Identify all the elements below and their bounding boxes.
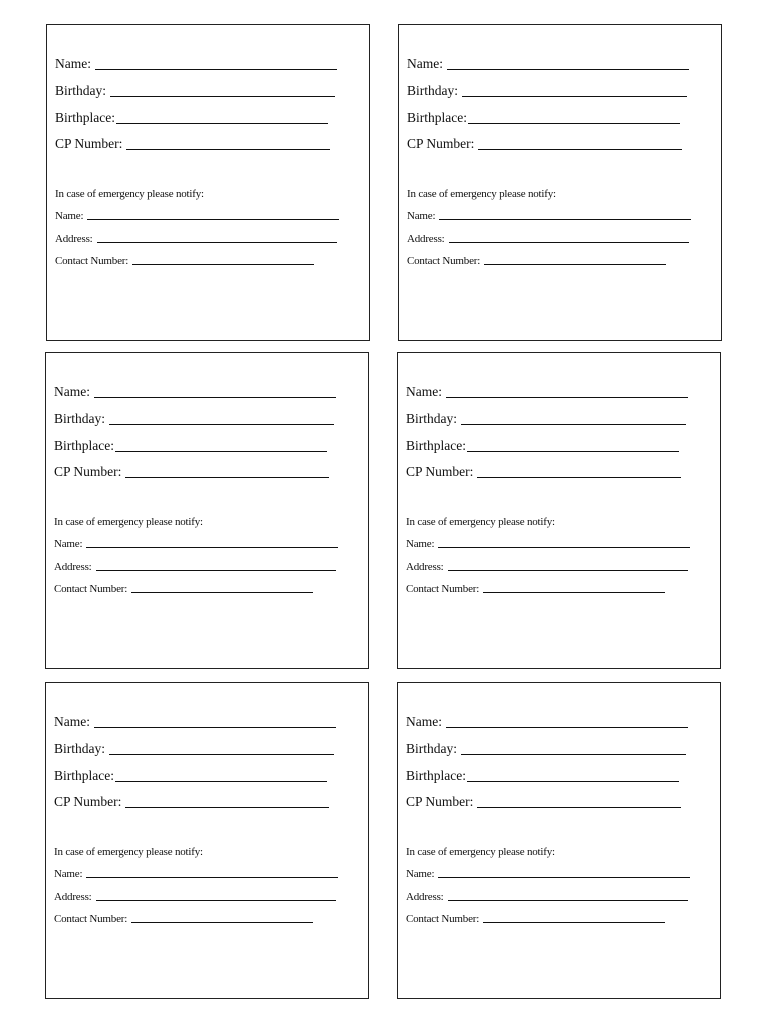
- cp-number-label: CP Number:: [407, 136, 475, 151]
- cp-number-label: CP Number:: [54, 794, 122, 809]
- emergency-name-label: Name:: [54, 538, 83, 550]
- emergency-name-label: Name:: [407, 210, 436, 222]
- birthday-blank-line[interactable]: [109, 423, 334, 425]
- birthplace-blank-line[interactable]: [467, 780, 679, 782]
- emergency-card-4: [397, 352, 721, 669]
- emergency-name-row: [54, 868, 338, 880]
- emergency-contact-row: [406, 913, 665, 925]
- emergency-card-1: [46, 24, 370, 341]
- emergency-contact-blank-line[interactable]: [131, 591, 313, 593]
- birthday-blank-line[interactable]: [110, 95, 335, 97]
- birthday-label: Birthday:: [406, 411, 457, 426]
- emergency-card-3: [45, 352, 369, 669]
- emergency-name-label: Name:: [406, 868, 435, 880]
- birthplace-blank-line[interactable]: [115, 450, 327, 452]
- emergency-address-label: Address:: [406, 561, 444, 573]
- birthday-blank-line[interactable]: [461, 753, 686, 755]
- emergency-heading-label: In case of emergency please notify:: [54, 846, 203, 858]
- cp-number-blank-line[interactable]: [477, 476, 681, 478]
- birthplace-label: Birthplace:: [54, 438, 114, 453]
- birthday-blank-line[interactable]: [462, 95, 687, 97]
- cp-number-blank-line[interactable]: [477, 806, 681, 808]
- birthplace-row: [406, 768, 679, 784]
- cp-number-row: [406, 794, 681, 810]
- cp-number-row: [54, 794, 329, 810]
- birthday-row: [54, 411, 334, 427]
- emergency-address-row: [54, 561, 336, 573]
- birthday-label: Birthday:: [55, 83, 106, 98]
- name-row: [54, 714, 336, 730]
- emergency-address-blank-line[interactable]: [449, 241, 689, 243]
- emergency-name-label: Name:: [406, 538, 435, 550]
- birthday-label: Birthday:: [54, 741, 105, 756]
- cp-number-row: [54, 464, 329, 480]
- emergency-address-row: [55, 233, 337, 245]
- birthday-row: [406, 411, 686, 427]
- name-label: Name:: [407, 56, 443, 71]
- birthday-blank-line[interactable]: [109, 753, 334, 755]
- cp-number-label: CP Number:: [406, 464, 474, 479]
- emergency-address-label: Address:: [54, 891, 92, 903]
- birthday-blank-line[interactable]: [461, 423, 686, 425]
- cp-number-row: [55, 136, 330, 152]
- emergency-heading-label: In case of emergency please notify:: [406, 846, 555, 858]
- name-blank-line[interactable]: [94, 396, 336, 398]
- emergency-card-6: [397, 682, 721, 999]
- name-blank-line[interactable]: [446, 726, 688, 728]
- emergency-heading-label: In case of emergency please notify:: [407, 188, 556, 200]
- cp-number-blank-line[interactable]: [125, 476, 329, 478]
- birthplace-row: [407, 110, 680, 126]
- emergency-contact-label: Contact Number:: [54, 913, 128, 925]
- emergency-name-blank-line[interactable]: [439, 218, 691, 220]
- name-row: [55, 56, 337, 72]
- name-label: Name:: [406, 714, 442, 729]
- emergency-heading-row: [54, 516, 203, 528]
- emergency-address-row: [406, 891, 688, 903]
- emergency-contact-label: Contact Number:: [406, 913, 480, 925]
- emergency-address-row: [406, 561, 688, 573]
- emergency-name-blank-line[interactable]: [438, 876, 690, 878]
- emergency-address-label: Address:: [406, 891, 444, 903]
- emergency-card-5: [45, 682, 369, 999]
- birthplace-blank-line[interactable]: [468, 122, 680, 124]
- name-blank-line[interactable]: [447, 68, 689, 70]
- name-blank-line[interactable]: [95, 68, 337, 70]
- birthday-label: Birthday:: [407, 83, 458, 98]
- name-blank-line[interactable]: [94, 726, 336, 728]
- emergency-address-row: [54, 891, 336, 903]
- cp-number-blank-line[interactable]: [125, 806, 329, 808]
- birthplace-blank-line[interactable]: [115, 780, 327, 782]
- emergency-contact-label: Contact Number:: [54, 583, 128, 595]
- emergency-address-label: Address:: [407, 233, 445, 245]
- birthday-label: Birthday:: [406, 741, 457, 756]
- emergency-name-blank-line[interactable]: [87, 218, 339, 220]
- birthplace-row: [54, 768, 327, 784]
- birthplace-label: Birthplace:: [406, 768, 466, 783]
- emergency-name-label: Name:: [54, 868, 83, 880]
- emergency-contact-row: [54, 583, 313, 595]
- emergency-name-row: [407, 210, 691, 222]
- cp-number-label: CP Number:: [406, 794, 474, 809]
- emergency-contact-label: Contact Number:: [55, 255, 129, 267]
- name-row: [407, 56, 689, 72]
- birthplace-row: [55, 110, 328, 126]
- emergency-name-blank-line[interactable]: [438, 546, 690, 548]
- emergency-address-blank-line[interactable]: [96, 569, 336, 571]
- emergency-contact-label: Contact Number:: [406, 583, 480, 595]
- emergency-heading-label: In case of emergency please notify:: [55, 188, 204, 200]
- name-row: [406, 714, 688, 730]
- name-row: [54, 384, 336, 400]
- birthday-row: [407, 83, 687, 99]
- emergency-contact-row: [406, 583, 665, 595]
- birthplace-row: [54, 438, 327, 454]
- emergency-card-2: [398, 24, 722, 341]
- cp-number-blank-line[interactable]: [478, 148, 682, 150]
- cp-number-row: [407, 136, 682, 152]
- emergency-heading-row: [55, 188, 204, 200]
- birthplace-label: Birthplace:: [407, 110, 467, 125]
- name-label: Name:: [406, 384, 442, 399]
- cp-number-row: [406, 464, 681, 480]
- emergency-heading-label: In case of emergency please notify:: [54, 516, 203, 528]
- emergency-address-row: [407, 233, 689, 245]
- birthday-row: [55, 83, 335, 99]
- birthplace-row: [406, 438, 679, 454]
- emergency-contact-blank-line[interactable]: [484, 263, 666, 265]
- emergency-contact-row: [55, 255, 314, 267]
- emergency-contact-blank-line[interactable]: [131, 921, 313, 923]
- name-label: Name:: [54, 384, 90, 399]
- emergency-name-blank-line[interactable]: [86, 876, 338, 878]
- emergency-contact-row: [54, 913, 313, 925]
- birthplace-label: Birthplace:: [54, 768, 114, 783]
- emergency-heading-label: In case of emergency please notify:: [406, 516, 555, 528]
- emergency-heading-row: [406, 516, 555, 528]
- birthplace-blank-line[interactable]: [467, 450, 679, 452]
- emergency-name-label: Name:: [55, 210, 84, 222]
- emergency-contact-blank-line[interactable]: [132, 263, 314, 265]
- emergency-contact-blank-line[interactable]: [483, 591, 665, 593]
- birthplace-blank-line[interactable]: [116, 122, 328, 124]
- emergency-heading-row: [54, 846, 203, 858]
- emergency-heading-row: [407, 188, 556, 200]
- emergency-name-row: [55, 210, 339, 222]
- emergency-address-label: Address:: [55, 233, 93, 245]
- name-label: Name:: [54, 714, 90, 729]
- cp-number-label: CP Number:: [54, 464, 122, 479]
- cp-number-blank-line[interactable]: [126, 148, 330, 150]
- emergency-contact-blank-line[interactable]: [483, 921, 665, 923]
- birthday-row: [406, 741, 686, 757]
- emergency-address-blank-line[interactable]: [448, 569, 688, 571]
- emergency-address-label: Address:: [54, 561, 92, 573]
- emergency-contact-row: [407, 255, 666, 267]
- name-row: [406, 384, 688, 400]
- emergency-name-row: [54, 538, 338, 550]
- birthday-row: [54, 741, 334, 757]
- emergency-address-blank-line[interactable]: [448, 899, 688, 901]
- birthplace-label: Birthplace:: [406, 438, 466, 453]
- birthday-label: Birthday:: [54, 411, 105, 426]
- emergency-contact-label: Contact Number:: [407, 255, 481, 267]
- name-blank-line[interactable]: [446, 396, 688, 398]
- birthplace-label: Birthplace:: [55, 110, 115, 125]
- emergency-heading-row: [406, 846, 555, 858]
- emergency-name-blank-line[interactable]: [86, 546, 338, 548]
- name-label: Name:: [55, 56, 91, 71]
- emergency-name-row: [406, 538, 690, 550]
- cp-number-label: CP Number:: [55, 136, 123, 151]
- emergency-name-row: [406, 868, 690, 880]
- emergency-address-blank-line[interactable]: [97, 241, 337, 243]
- emergency-address-blank-line[interactable]: [96, 899, 336, 901]
